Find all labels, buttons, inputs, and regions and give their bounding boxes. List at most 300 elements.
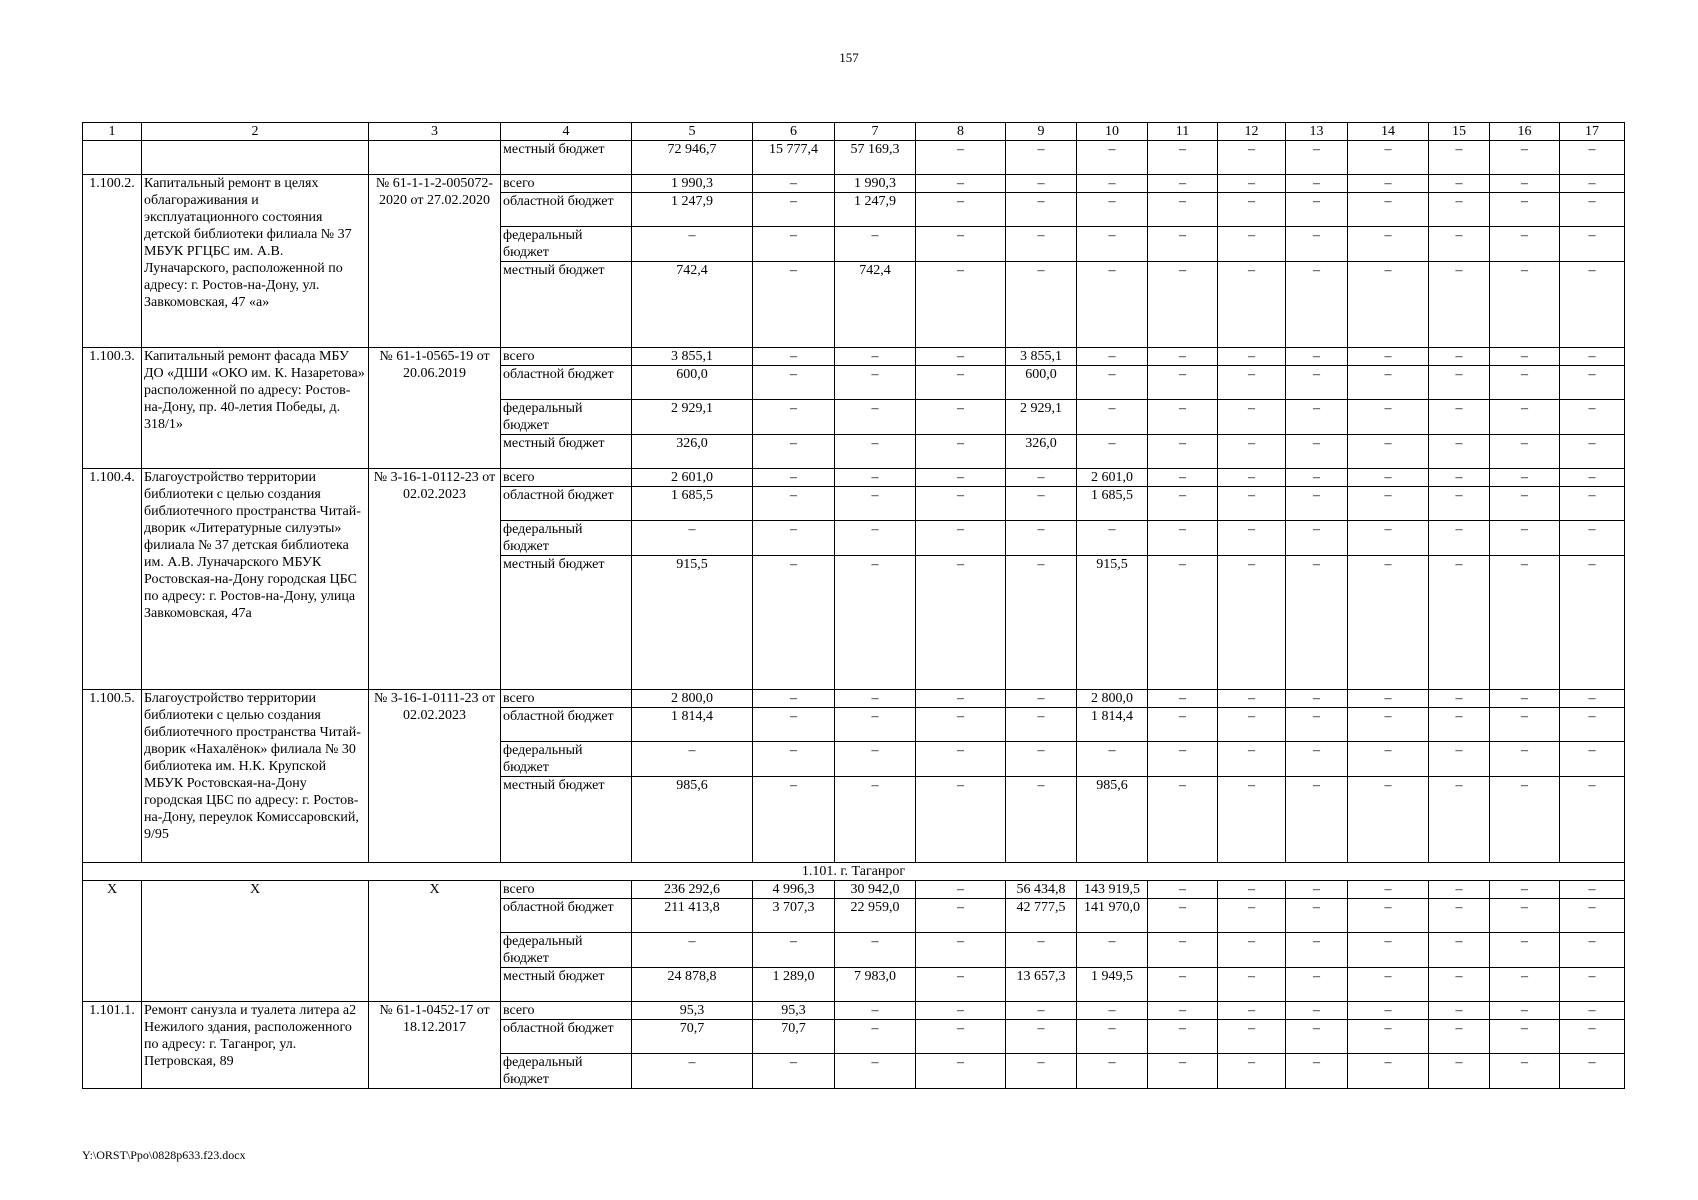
value-cell: 1 949,5 <box>1077 968 1148 1002</box>
value-cell: – <box>1348 968 1429 1002</box>
value-cell: – <box>1006 193 1077 227</box>
value-cell: – <box>1429 469 1490 487</box>
value-cell: – <box>916 1002 1006 1020</box>
value-cell: – <box>1429 400 1490 435</box>
value-cell: – <box>1429 521 1490 556</box>
value-cell: – <box>753 366 835 400</box>
value-cell: – <box>1560 227 1625 262</box>
value-cell: – <box>1077 933 1148 968</box>
value-cell: – <box>1286 1054 1348 1089</box>
value-cell: – <box>1429 227 1490 262</box>
value-cell: 3 855,1 <box>632 348 753 366</box>
value-cell: – <box>835 400 916 435</box>
value-cell: – <box>753 262 835 348</box>
funding-source-cell: всего <box>501 690 632 708</box>
value-cell: – <box>1006 708 1077 742</box>
value-cell: – <box>632 933 753 968</box>
value-cell: 1 685,5 <box>1077 487 1148 521</box>
value-cell: 70,7 <box>753 1020 835 1054</box>
column-number: 13 <box>1286 123 1348 141</box>
value-cell: – <box>1429 487 1490 521</box>
value-cell: – <box>1429 193 1490 227</box>
value-cell: – <box>1490 968 1560 1002</box>
value-cell: 2 800,0 <box>632 690 753 708</box>
value-cell: – <box>1348 933 1429 968</box>
value-cell: – <box>1148 227 1218 262</box>
value-cell: – <box>1429 690 1490 708</box>
value-cell: – <box>1077 193 1148 227</box>
value-cell: – <box>1148 968 1218 1002</box>
value-cell: – <box>916 521 1006 556</box>
value-cell: – <box>916 933 1006 968</box>
value-cell: – <box>753 193 835 227</box>
value-cell: 915,5 <box>1077 556 1148 690</box>
value-cell: – <box>1286 933 1348 968</box>
value-cell: – <box>1148 469 1218 487</box>
funding-source-cell: всего <box>501 175 632 193</box>
document-cell <box>369 141 501 175</box>
value-cell: 742,4 <box>632 262 753 348</box>
value-cell: – <box>1218 141 1286 175</box>
value-cell: – <box>916 227 1006 262</box>
value-cell: – <box>1286 968 1348 1002</box>
value-cell: – <box>835 227 916 262</box>
value-cell: – <box>1348 1020 1429 1054</box>
funding-source-cell: областной бюджет <box>501 708 632 742</box>
value-cell: 1 990,3 <box>835 175 916 193</box>
value-cell: – <box>1218 1054 1286 1089</box>
value-cell: – <box>916 556 1006 690</box>
item-name-cell: X <box>142 881 369 1002</box>
value-cell: – <box>1218 1020 1286 1054</box>
column-number: 8 <box>916 123 1006 141</box>
funding-source-cell: всего <box>501 881 632 899</box>
value-cell: – <box>1286 400 1348 435</box>
document-cell: № 3-16-1-0111-23 от 02.02.2023 <box>369 690 501 863</box>
value-cell: 326,0 <box>632 435 753 469</box>
value-cell: – <box>1560 1054 1625 1089</box>
value-cell: – <box>1429 556 1490 690</box>
value-cell: – <box>632 742 753 777</box>
document-cell: № 61-1-0452-17 от 18.12.2017 <box>369 1002 501 1089</box>
value-cell: 1 814,4 <box>1077 708 1148 742</box>
value-cell: – <box>1560 933 1625 968</box>
value-cell: 57 169,3 <box>835 141 916 175</box>
value-cell: – <box>1560 435 1625 469</box>
document-cell: № 61-1-1-2-005072-2020 от 27.02.2020 <box>369 175 501 348</box>
value-cell: – <box>1348 708 1429 742</box>
value-cell: – <box>1490 435 1560 469</box>
value-cell: – <box>1348 227 1429 262</box>
value-cell: – <box>1490 227 1560 262</box>
item-id-cell: 1.100.5. <box>83 690 142 863</box>
value-cell: – <box>916 435 1006 469</box>
value-cell: – <box>1006 262 1077 348</box>
item-id-cell: 1.100.4. <box>83 469 142 690</box>
value-cell: – <box>1286 366 1348 400</box>
value-cell: – <box>1429 742 1490 777</box>
value-cell: – <box>1490 899 1560 933</box>
value-cell: – <box>753 521 835 556</box>
value-cell: – <box>1348 742 1429 777</box>
value-cell: 2 929,1 <box>632 400 753 435</box>
value-cell: – <box>1286 708 1348 742</box>
value-cell: 24 878,8 <box>632 968 753 1002</box>
value-cell: 326,0 <box>1006 435 1077 469</box>
value-cell: – <box>1006 690 1077 708</box>
value-cell: – <box>1560 968 1625 1002</box>
value-cell: 22 959,0 <box>835 899 916 933</box>
item-name-cell: Капитальный ремонт в целях облагораживания и эксплуатационного состояния детской библиотеки филиала № 37 МБУК РГЦБС им. А.В. Луначарского, расположенной по адресу: г. Ростов-на-Дону, ул. Завкомовская, 47 «а» <box>142 175 369 348</box>
value-cell: 1 289,0 <box>753 968 835 1002</box>
value-cell: 1 247,9 <box>835 193 916 227</box>
value-cell: – <box>1560 400 1625 435</box>
value-cell: – <box>1348 487 1429 521</box>
value-cell: – <box>1148 348 1218 366</box>
value-cell: – <box>1560 469 1625 487</box>
funding-source-cell: областной бюджет <box>501 899 632 933</box>
value-cell: 600,0 <box>632 366 753 400</box>
value-cell: – <box>1429 899 1490 933</box>
value-cell: – <box>1286 262 1348 348</box>
value-cell: – <box>835 556 916 690</box>
value-cell: – <box>1429 1054 1490 1089</box>
value-cell: – <box>1218 777 1286 863</box>
value-cell: – <box>1006 227 1077 262</box>
value-cell: – <box>1218 262 1286 348</box>
value-cell: – <box>1429 1002 1490 1020</box>
value-cell: 2 601,0 <box>632 469 753 487</box>
value-cell: – <box>1348 435 1429 469</box>
column-number: 10 <box>1077 123 1148 141</box>
value-cell: 4 996,3 <box>753 881 835 899</box>
value-cell: – <box>1560 708 1625 742</box>
value-cell: – <box>835 708 916 742</box>
value-cell: – <box>753 777 835 863</box>
value-cell: – <box>916 899 1006 933</box>
value-cell: – <box>1218 1002 1286 1020</box>
value-cell: – <box>1286 348 1348 366</box>
value-cell: – <box>1006 933 1077 968</box>
value-cell: – <box>1348 348 1429 366</box>
value-cell: – <box>1077 521 1148 556</box>
value-cell: – <box>1286 777 1348 863</box>
value-cell: – <box>1490 175 1560 193</box>
table-row <box>83 881 1625 899</box>
value-cell: – <box>1148 556 1218 690</box>
value-cell: – <box>1429 141 1490 175</box>
value-cell: 141 970,0 <box>1077 899 1148 933</box>
value-cell: – <box>1218 175 1286 193</box>
column-number: 11 <box>1148 123 1218 141</box>
value-cell: – <box>1218 487 1286 521</box>
value-cell: – <box>1429 777 1490 863</box>
value-cell: – <box>1077 742 1148 777</box>
page-number: 157 <box>839 50 859 65</box>
value-cell: – <box>1006 742 1077 777</box>
value-cell: – <box>632 227 753 262</box>
value-cell: – <box>1148 708 1218 742</box>
value-cell: – <box>1560 193 1625 227</box>
value-cell: – <box>1560 777 1625 863</box>
value-cell: – <box>1218 348 1286 366</box>
value-cell: – <box>1560 262 1625 348</box>
value-cell: – <box>1148 400 1218 435</box>
value-cell: – <box>1348 777 1429 863</box>
funding-source-cell: местный бюджет <box>501 435 632 469</box>
value-cell: – <box>1286 742 1348 777</box>
value-cell: – <box>1490 742 1560 777</box>
value-cell: – <box>1348 521 1429 556</box>
value-cell: 211 413,8 <box>632 899 753 933</box>
value-cell: – <box>1490 933 1560 968</box>
value-cell: – <box>916 348 1006 366</box>
value-cell: – <box>916 469 1006 487</box>
value-cell: – <box>1490 556 1560 690</box>
value-cell: – <box>1077 262 1148 348</box>
value-cell: – <box>1077 141 1148 175</box>
column-number: 12 <box>1218 123 1286 141</box>
value-cell: – <box>1148 435 1218 469</box>
value-cell: – <box>1006 1054 1077 1089</box>
value-cell: – <box>916 193 1006 227</box>
funding-source-cell: областной бюджет <box>501 1020 632 1054</box>
table-row <box>83 348 1625 366</box>
value-cell: – <box>1348 193 1429 227</box>
value-cell: – <box>1348 262 1429 348</box>
value-cell: – <box>1429 175 1490 193</box>
value-cell: – <box>1560 175 1625 193</box>
value-cell: – <box>835 933 916 968</box>
value-cell: 30 942,0 <box>835 881 916 899</box>
value-cell: – <box>835 690 916 708</box>
funding-source-cell: местный бюджет <box>501 968 632 1002</box>
value-cell: 2 800,0 <box>1077 690 1148 708</box>
value-cell: – <box>916 262 1006 348</box>
value-cell: – <box>916 777 1006 863</box>
value-cell: – <box>1148 175 1218 193</box>
value-cell: – <box>1077 435 1148 469</box>
value-cell: – <box>1148 1002 1218 1020</box>
funding-source-cell: федеральный бюджет <box>501 1054 632 1089</box>
document-cell: № 61-1-0565-19 от 20.06.2019 <box>369 348 501 469</box>
value-cell: – <box>835 1020 916 1054</box>
value-cell: 42 777,5 <box>1006 899 1077 933</box>
value-cell: – <box>1148 933 1218 968</box>
value-cell: – <box>1286 556 1348 690</box>
column-number: 16 <box>1490 123 1560 141</box>
column-number: 15 <box>1429 123 1490 141</box>
value-cell: – <box>1148 777 1218 863</box>
table-row <box>83 1002 1625 1020</box>
value-cell: – <box>1148 366 1218 400</box>
value-cell: 15 777,4 <box>753 141 835 175</box>
value-cell: – <box>1348 400 1429 435</box>
value-cell: – <box>1560 141 1625 175</box>
value-cell: – <box>1218 193 1286 227</box>
item-name-cell: Ремонт санузла и туалета литера а2 Нежилого здания, расположенного по адресу: г. Таганрог, ул. Петровская, 89 <box>142 1002 369 1089</box>
value-cell: – <box>1148 1054 1218 1089</box>
value-cell: – <box>1218 469 1286 487</box>
value-cell: – <box>1286 881 1348 899</box>
value-cell: – <box>1429 435 1490 469</box>
value-cell: 1 685,5 <box>632 487 753 521</box>
value-cell: – <box>1560 1020 1625 1054</box>
value-cell: – <box>1218 435 1286 469</box>
value-cell: – <box>1286 141 1348 175</box>
value-cell: – <box>1006 175 1077 193</box>
column-number: 3 <box>369 123 501 141</box>
value-cell: – <box>835 366 916 400</box>
value-cell: 1 814,4 <box>632 708 753 742</box>
value-cell: 742,4 <box>835 262 916 348</box>
value-cell: – <box>1348 690 1429 708</box>
value-cell: 1 990,3 <box>632 175 753 193</box>
value-cell: 915,5 <box>632 556 753 690</box>
value-cell: – <box>1077 1020 1148 1054</box>
value-cell: – <box>1348 1054 1429 1089</box>
value-cell: – <box>916 141 1006 175</box>
column-number: 6 <box>753 123 835 141</box>
value-cell: – <box>916 881 1006 899</box>
value-cell: – <box>1218 556 1286 690</box>
value-cell: – <box>1286 690 1348 708</box>
value-cell: – <box>1348 366 1429 400</box>
value-cell: – <box>916 742 1006 777</box>
value-cell: – <box>1560 348 1625 366</box>
table-row <box>83 175 1625 193</box>
value-cell: – <box>1560 487 1625 521</box>
value-cell: – <box>753 435 835 469</box>
column-number: 4 <box>501 123 632 141</box>
value-cell: – <box>835 348 916 366</box>
value-cell: – <box>916 1054 1006 1089</box>
value-cell: – <box>1148 193 1218 227</box>
value-cell: – <box>1218 366 1286 400</box>
value-cell: 95,3 <box>632 1002 753 1020</box>
value-cell: – <box>632 521 753 556</box>
document-cell: X <box>369 881 501 1002</box>
value-cell: – <box>1218 899 1286 933</box>
value-cell: – <box>1490 400 1560 435</box>
value-cell: – <box>835 435 916 469</box>
value-cell: – <box>835 777 916 863</box>
column-number-row <box>83 123 1625 141</box>
value-cell: – <box>1006 521 1077 556</box>
value-cell: – <box>1286 175 1348 193</box>
value-cell: – <box>835 521 916 556</box>
value-cell: – <box>1490 521 1560 556</box>
value-cell: – <box>1560 742 1625 777</box>
value-cell: – <box>753 1054 835 1089</box>
value-cell: – <box>1148 262 1218 348</box>
value-cell: – <box>1286 1002 1348 1020</box>
funding-source-cell: федеральный бюджет <box>501 933 632 968</box>
value-cell: – <box>1148 487 1218 521</box>
value-cell: – <box>753 400 835 435</box>
value-cell: 2 601,0 <box>1077 469 1148 487</box>
value-cell: – <box>1148 899 1218 933</box>
value-cell: 1 247,9 <box>632 193 753 227</box>
funding-source-cell: областной бюджет <box>501 193 632 227</box>
funding-source-cell: федеральный бюджет <box>501 227 632 262</box>
file-path-footer: Y:\ORST\Ppo\0828p633.f23.docx <box>82 1148 246 1162</box>
value-cell: – <box>753 175 835 193</box>
value-cell: – <box>1490 777 1560 863</box>
value-cell: – <box>753 708 835 742</box>
value-cell: – <box>1286 521 1348 556</box>
value-cell: – <box>1560 1002 1625 1020</box>
value-cell: – <box>1286 193 1348 227</box>
column-number: 9 <box>1006 123 1077 141</box>
value-cell: – <box>1490 708 1560 742</box>
value-cell: – <box>1148 742 1218 777</box>
value-cell: – <box>632 1054 753 1089</box>
table-body <box>83 123 1625 1089</box>
column-number: 17 <box>1560 123 1625 141</box>
item-id-cell <box>83 141 142 175</box>
value-cell: 143 919,5 <box>1077 881 1148 899</box>
funding-source-cell: областной бюджет <box>501 487 632 521</box>
value-cell: – <box>835 1054 916 1089</box>
funding-source-cell: федеральный бюджет <box>501 521 632 556</box>
value-cell: 236 292,6 <box>632 881 753 899</box>
value-cell: – <box>916 366 1006 400</box>
funding-source-cell: всего <box>501 469 632 487</box>
value-cell: 985,6 <box>1077 777 1148 863</box>
section-header-row <box>83 863 1625 881</box>
value-cell: – <box>1560 366 1625 400</box>
column-number: 5 <box>632 123 753 141</box>
funding-source-cell: всего <box>501 1002 632 1020</box>
value-cell: – <box>1077 348 1148 366</box>
value-cell: 7 983,0 <box>835 968 916 1002</box>
value-cell: – <box>916 400 1006 435</box>
value-cell: 95,3 <box>753 1002 835 1020</box>
value-cell: – <box>835 742 916 777</box>
value-cell: – <box>1490 487 1560 521</box>
item-id-cell: 1.101.1. <box>83 1002 142 1089</box>
value-cell: – <box>1348 469 1429 487</box>
value-cell: – <box>1490 469 1560 487</box>
value-cell: – <box>1429 968 1490 1002</box>
value-cell: – <box>835 1002 916 1020</box>
value-cell: – <box>1429 933 1490 968</box>
value-cell: – <box>1006 1020 1077 1054</box>
funding-source-cell: местный бюджет <box>501 556 632 690</box>
value-cell: – <box>1490 366 1560 400</box>
value-cell: – <box>1218 742 1286 777</box>
value-cell: – <box>1006 487 1077 521</box>
table-row <box>83 469 1625 487</box>
value-cell: – <box>1077 175 1148 193</box>
value-cell: – <box>1218 521 1286 556</box>
budget-table <box>82 122 1625 1089</box>
value-cell: – <box>1490 881 1560 899</box>
value-cell: – <box>1560 690 1625 708</box>
value-cell: – <box>1348 881 1429 899</box>
funding-source-cell: всего <box>501 348 632 366</box>
value-cell: – <box>1148 1020 1218 1054</box>
document-cell: № 3-16-1-0112-23 от 02.02.2023 <box>369 469 501 690</box>
value-cell: – <box>1218 708 1286 742</box>
value-cell: – <box>753 690 835 708</box>
value-cell: – <box>1490 262 1560 348</box>
value-cell: – <box>916 968 1006 1002</box>
item-id-cell: 1.100.3. <box>83 348 142 469</box>
value-cell: – <box>753 933 835 968</box>
value-cell: – <box>1006 777 1077 863</box>
